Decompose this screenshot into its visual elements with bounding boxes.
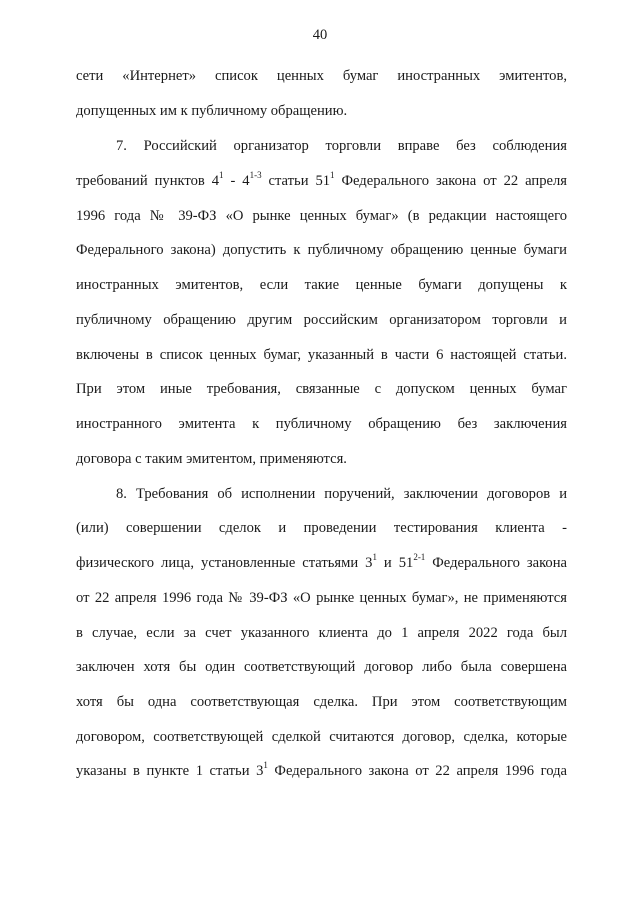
text-line: хотя бы одна соответствующая сделка. При этом соответствующим	[76, 694, 567, 710]
text-line: указаны в пункте 1 статьи $3^1$ Федерального закона от 22 апреля 1996 года	[76, 760, 567, 779]
page-number: 40	[312, 27, 328, 43]
text-line: 1996 года № 39-ФЗ «О рынке ценных бумаг» (в редакции настоящего	[76, 208, 567, 224]
text-line: договора с таким эмитентом, применяются.	[76, 451, 347, 467]
text-line: включены в список ценных бумаг, указанный в части 6 настоящей статьи.	[76, 347, 567, 363]
text-line: 8. Требования об исполнении поручений, заключении договоров и	[116, 486, 567, 502]
text-line: иностранного эмитента к публичному обращению без заключения	[76, 416, 567, 432]
text-line: от 22 апреля 1996 года № 39-ФЗ «О рынке ценных бумаг», не применяются	[76, 590, 567, 606]
text-line: иностранных эмитентов, если такие ценные бумаги допущены к	[76, 277, 567, 293]
text-line: публичному обращению другим российским организатором торговли и	[76, 312, 567, 328]
text-line: договором, соответствующей сделкой считаются договор, сделка, которые	[76, 729, 567, 745]
text-line: физического лица, установленные статьями $3^1$ и 51$^{2-1}$ Федерального закона	[76, 552, 568, 571]
text-line: в случае, если за счет указанного клиента до 1 апреля 2022 года был	[76, 625, 567, 641]
text-line: 7. Российский организатор торговли вправе без соблюдения	[116, 138, 567, 154]
text-line: При этом иные требования, связанные с допуском ценных бумаг	[76, 381, 567, 397]
text-line: (или) совершении сделок и проведении тестирования клиента -	[76, 520, 567, 536]
text-line: требований пунктов $4^1 - 4^{1-3}$ статьи $51^1$ Федерального закона от 22 апреля	[76, 170, 567, 189]
text-line: допущенных им к публичному обращению.	[76, 103, 348, 119]
text-line: заключен хотя бы один соответствующий договор либо была совершена	[76, 659, 567, 675]
text-line: Федерального закона) допустить к публичному обращению ценные бумаги	[76, 242, 567, 258]
text-line: сети «Интернет» список ценных бумаг иностранных эмитентов,	[76, 68, 567, 84]
